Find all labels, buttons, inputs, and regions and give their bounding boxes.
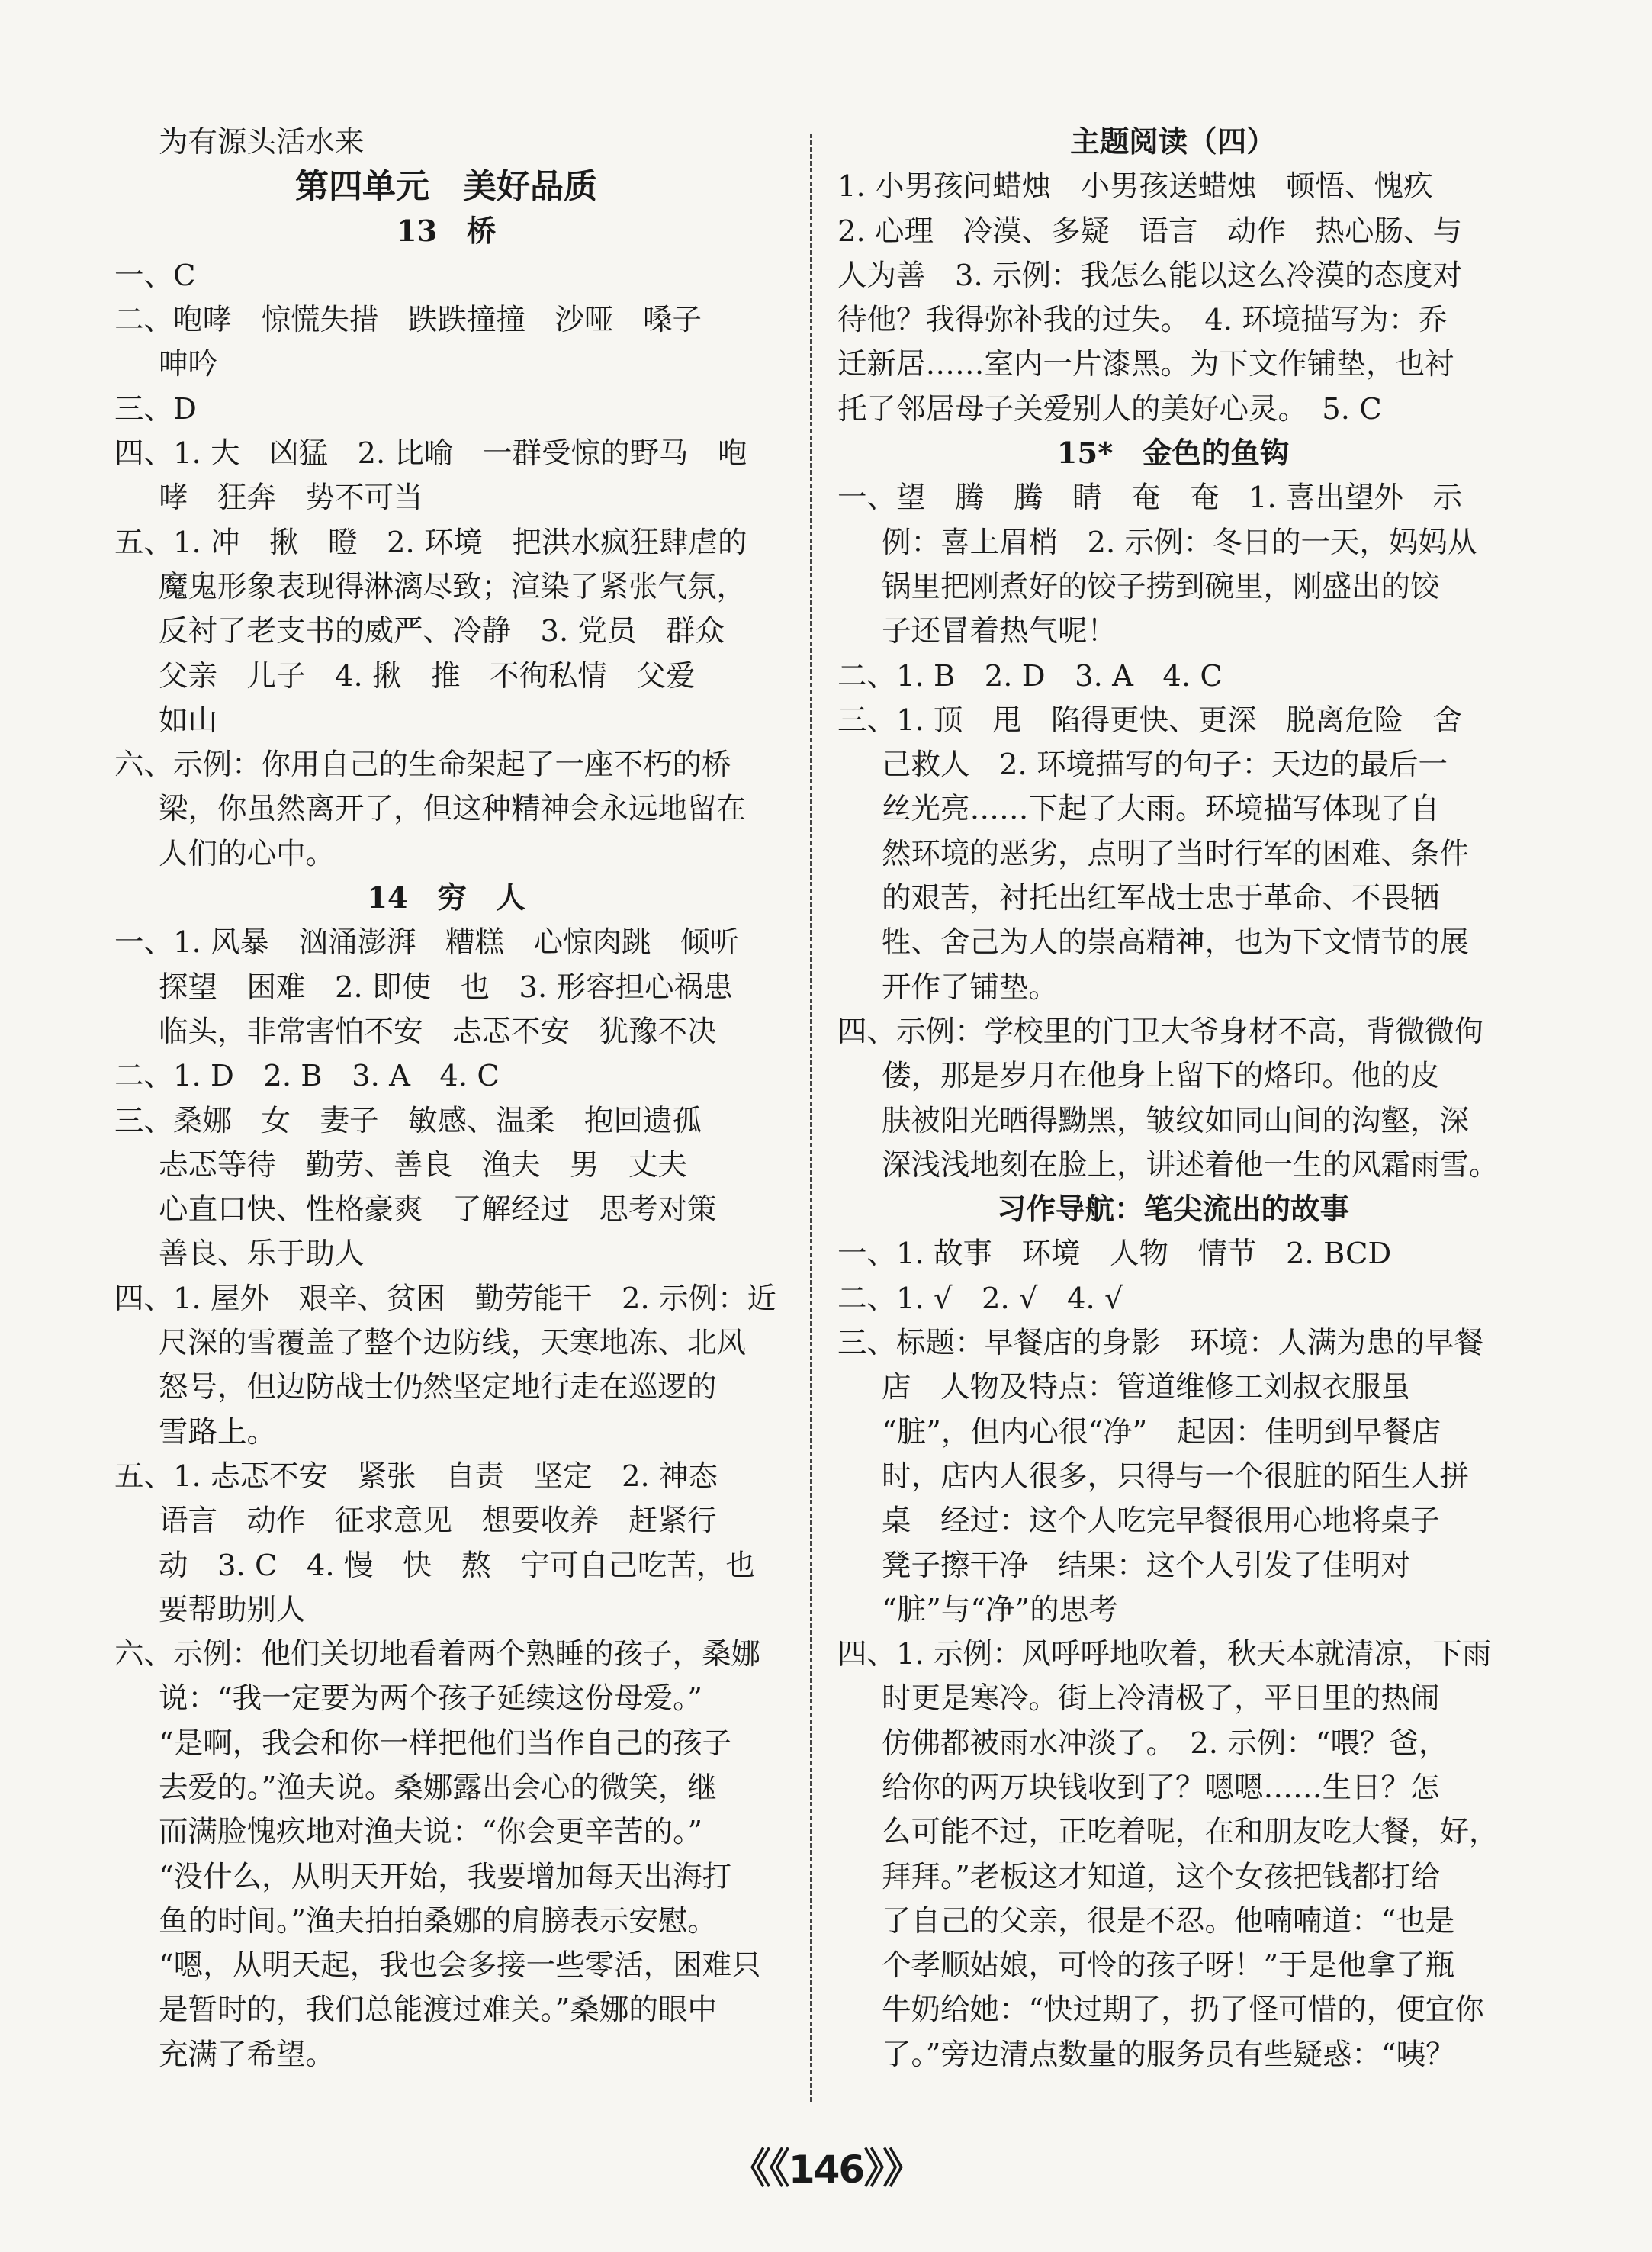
answer-line: 三、标题：早餐店的身影 环境：人满为患的早餐: [837, 1326, 1484, 1361]
answer-line: “脏”与“净”的思考: [882, 1592, 1118, 1627]
answer-line: 深浅浅地刻在脸上，讲述着他一生的风霜雨雪。: [882, 1147, 1499, 1182]
answer-line: 五、1. 忐忑不安 紧张 自责 坚定 2. 神态: [114, 1459, 718, 1494]
page-number: 146: [788, 2147, 864, 2192]
answer-line: 雪路上。: [159, 1414, 277, 1449]
answer-line: “嗯，从明天起，我也会多接一些零活，困难只: [159, 1948, 761, 1983]
answer-line: 迁新居……室内一片漆黑。为下文作铺垫，也衬: [837, 347, 1454, 382]
answer-line: 怒号，但边防战士仍然坚定地行走在巡逻的: [159, 1370, 717, 1405]
footer-left-brackets: 《《: [729, 2144, 789, 2192]
answer-line: 2. 心理 冷漠、多疑 语言 动作 热心肠、与: [837, 214, 1462, 249]
answer-line: 五、1. 冲 揪 瞪 2. 环境 把洪水疯狂肆虐的: [114, 525, 747, 560]
answer-line: 去爱的。”渔夫说。桑娜露出会心的微笑，继: [159, 1770, 717, 1805]
answer-line: 桌 经过：这个人吃完早餐很用心地将桌子: [882, 1504, 1440, 1539]
answer-line: 偻，那是岁月在他身上留下的烙印。他的皮: [882, 1059, 1440, 1094]
answer-line: 尺深的雪覆盖了整个边防线，天寒地冻、北风: [159, 1326, 747, 1361]
answer-line: 锅里把刚煮好的饺子捞到碗里，刚盛出的饺: [882, 569, 1440, 604]
answer-line: 如山: [159, 703, 218, 738]
answer-line: 托了邻居母子关爱别人的美好心灵。 5. C: [837, 391, 1382, 426]
answer-line: “没什么，从明天开始，我要增加每天出海打: [159, 1859, 732, 1894]
answer-line: 呻吟: [159, 347, 218, 382]
answer-line: 三、D: [114, 391, 197, 426]
answer-line: 了。”旁边清点数量的服务员有些疑惑：“咦？: [882, 2037, 1455, 2072]
answer-line: 六、示例：你用自己的生命架起了一座不朽的桥: [114, 748, 731, 783]
answer-line: 四、1. 大 凶猛 2. 比喻 一群受惊的野马 咆: [114, 436, 747, 471]
answer-line: 一、C: [114, 258, 196, 293]
answer-line: 心直口快、性格豪爽 了解经过 思考对策: [159, 1192, 717, 1227]
answer-line: 肤被阳光晒得黝黑，皱纹如同山间的沟壑，深: [882, 1103, 1470, 1138]
answer-line: 充满了希望。: [159, 2037, 336, 2072]
answer-line: 临头，非常害怕不安 忐忑不安 犹豫不决: [159, 1014, 717, 1049]
section-heading: 14 穷 人: [367, 881, 525, 916]
answer-line: “脏”，但内心很“净” 起因：佳明到早餐店: [882, 1414, 1441, 1449]
column-divider: [810, 134, 812, 2102]
answer-line: 个孝顺姑娘，可怜的孩子呀！”于是他拿了瓶: [882, 1948, 1455, 1983]
answer-line: 拜拜。”老板这才知道，这个女孩把钱都打给: [882, 1859, 1440, 1894]
answer-line: 四、1. 示例：风呼呼地吹着，秋天本就清凉，下雨: [837, 1637, 1492, 1672]
answer-line: 待他？我得弥补我的过失。 4. 环境描写为：乔: [837, 303, 1448, 338]
answer-line: 反衬了老支书的威严、冷静 3. 党员 群众: [159, 614, 725, 649]
answer-line: 丝光亮……下起了大雨。环境描写体现了自: [882, 792, 1440, 827]
answer-line: 然环境的恶劣，点明了当时行军的困难、条件: [882, 836, 1470, 871]
answer-line: 一、1. 风暴 汹涌澎湃 糟糕 心惊肉跳 倾听: [114, 925, 739, 960]
answer-line: 一、望 腾 腾 睛 奄 奄 1. 喜出望外 示: [837, 481, 1462, 516]
answer-line: 动 3. C 4. 慢 快 熬 宁可自己吃苦，也: [159, 1548, 755, 1583]
answer-line: 语言 动作 征求意见 想要收养 赶紧行: [159, 1504, 717, 1539]
answer-line: 要帮助别人: [159, 1592, 306, 1627]
answer-line: 二、1. √ 2. √ 4. √: [837, 1281, 1123, 1316]
answer-line: 二、咆哮 惊慌失措 跌跌撞撞 沙哑 嗓子: [114, 303, 702, 338]
answer-line: 哮 狂奔 势不可当: [159, 481, 423, 516]
page-footer: [0, 2136, 1652, 2195]
answer-line: 店 人物及特点：管道维修工刘叔衣服虽: [882, 1370, 1411, 1405]
section-heading: 第四单元 美好品质: [295, 167, 597, 207]
answer-line: 一、1. 故事 环境 人物 情节 2. BCD: [837, 1237, 1392, 1272]
left-column: [114, 121, 778, 2077]
answer-line: 仿佛都被雨水冲淡了。 2. 示例：“喂？爸，: [882, 1726, 1448, 1761]
answer-line: 而满脸愧疚地对渔夫说：“你会更辛苦的。”: [159, 1815, 703, 1850]
answer-line: 忐忑等待 勤劳、善良 渔夫 男 丈夫: [159, 1147, 688, 1182]
answer-line: 时，店内人很多，只得与一个很脏的陌生人拼: [882, 1459, 1470, 1494]
answer-line: 了自己的父亲，很是不忍。他喃喃道：“也是: [882, 1903, 1455, 1938]
section-heading: 主题阅读（四）: [1070, 125, 1276, 159]
section-heading: 习作导航：笔尖流出的故事: [996, 1192, 1349, 1227]
answer-line: 魔鬼形象表现得淋漓尽致；渲染了紧张气氛，: [159, 569, 747, 604]
answer-line: 人们的心中。: [159, 836, 336, 871]
answer-line: 己救人 2. 环境描写的句子：天边的最后一: [882, 748, 1448, 783]
section-heading: 13 桥: [396, 214, 497, 249]
footer-right-brackets: 》》: [863, 2144, 923, 2192]
answer-line: 二、1. D 2. B 3. A 4. C: [114, 1059, 500, 1094]
answer-line: 开作了铺垫。: [882, 970, 1059, 1005]
section-heading: 15* 金色的鱼钩: [1056, 436, 1290, 471]
answer-line: 三、1. 顶 甩 陷得更快、更深 脱离危险 舍: [837, 703, 1462, 738]
answer-line: 探望 困难 2. 即使 也 3. 形容担心祸患: [159, 970, 733, 1005]
answer-line: 牛奶给她：“快过期了，扔了怪可惜的，便宜你: [882, 1993, 1484, 2028]
answer-line: “是啊，我会和你一样把他们当作自己的孩子: [159, 1726, 732, 1761]
answer-line: 子还冒着热气呢！: [882, 614, 1117, 649]
answer-line: 四、1. 屋外 艰辛、贫困 勤劳能干 2. 示例：近: [114, 1281, 776, 1316]
answer-line: 人为善 3. 示例：我怎么能以这么冷漠的态度对: [837, 258, 1462, 293]
answer-line: 牲、舍己为人的崇高精神，也为下文情节的展: [882, 925, 1470, 960]
answer-line: 时更是寒冷。街上冷清极了，平日里的热闹: [882, 1681, 1440, 1716]
answer-line: 例：喜上眉梢 2. 示例：冬日的一天，妈妈从: [882, 525, 1477, 560]
answer-line: 六、示例：他们关切地看着两个熟睡的孩子，桑娜: [114, 1637, 761, 1672]
answer-line: 的艰苦，衬托出红军战士忠于革命、不畏牺: [882, 881, 1440, 916]
answer-line: 父亲 儿子 4. 揪 推 不徇私情 父爱: [159, 658, 696, 693]
answer-line: 三、桑娜 女 妻子 敏感、温柔 抱回遗孤: [114, 1103, 702, 1138]
answer-line: 1. 小男孩问蜡烛 小男孩送蜡烛 顿悟、愧疚: [837, 169, 1433, 204]
answer-line: 么可能不过，正吃着呢，在和朋友吃大餐，好，: [882, 1815, 1499, 1850]
right-column: [837, 121, 1509, 2077]
answer-line: 说：“我一定要为两个孩子延续这份母爱。”: [159, 1681, 703, 1716]
answer-line: 梁，你虽然离开了，但这种精神会永远地留在: [159, 792, 747, 827]
answer-line: 为有源头活水来: [159, 125, 365, 159]
answer-line: 四、示例：学校里的门卫大爷身材不高，背微微佝: [837, 1014, 1484, 1049]
answer-line: 给你的两万块钱收到了？嗯嗯……生日？怎: [882, 1770, 1440, 1805]
answer-line: 鱼的时间。”渔夫拍拍桑娜的肩膀表示安慰。: [159, 1903, 717, 1938]
answer-line: 凳子擦干净 结果：这个人引发了佳明对: [882, 1548, 1411, 1583]
answer-line: 善良、乐于助人: [159, 1237, 365, 1272]
answer-line: 二、1. B 2. D 3. A 4. C: [837, 658, 1223, 693]
answer-line: 是暂时的，我们总能渡过难关。”桑娜的眼中: [159, 1993, 717, 2028]
